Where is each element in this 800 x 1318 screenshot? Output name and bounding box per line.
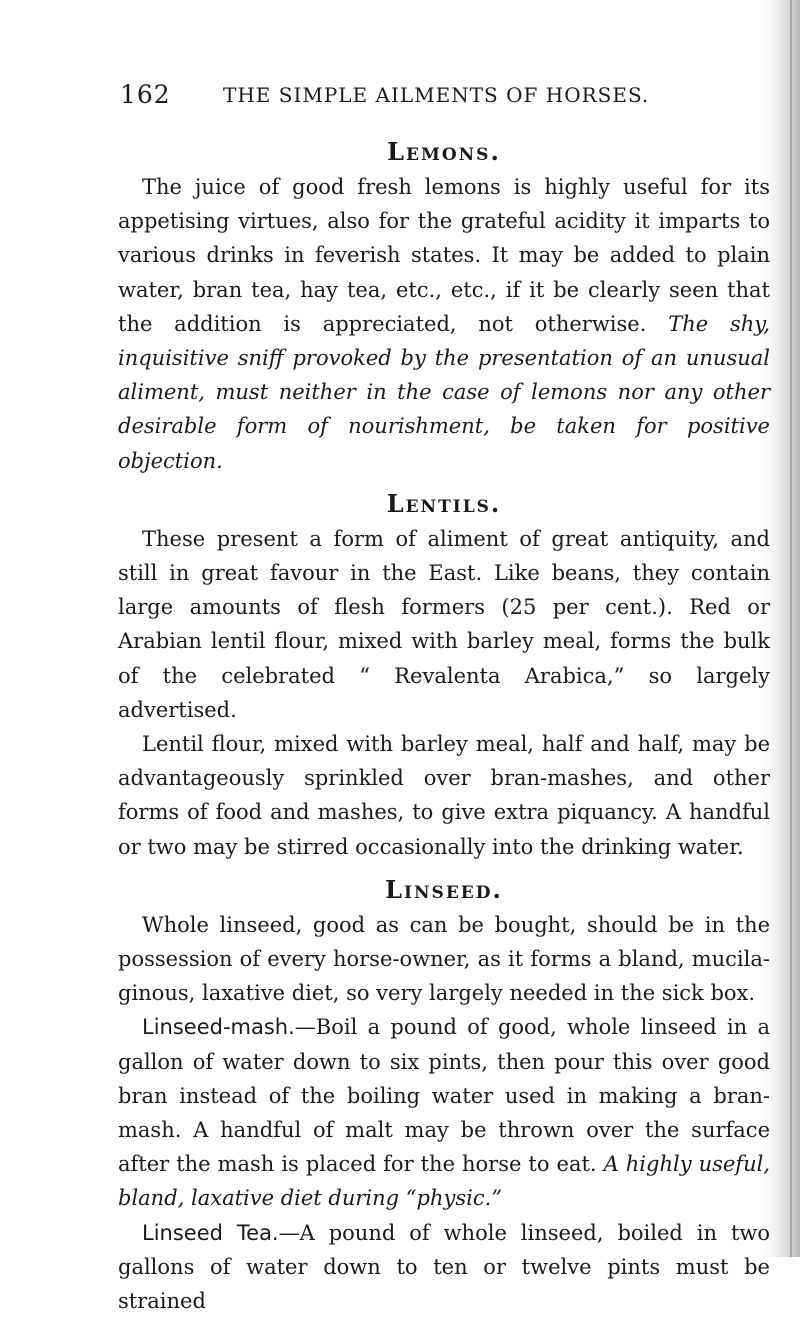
paragraph-linseed-mash: [118, 1010, 770, 1215]
paragraph-lentils-2: Lentil flour, mixed with barley meal, half and half, may be advantageously sprinkled over bran-mashes, and other forms of food and mashes, to give extra piquancy. A handful or two may be stirred occasionally into the drinking water.: [118, 732, 770, 859]
section-heading-linseed: Linseed.: [385, 874, 503, 904]
page-edge-line: [790, 0, 792, 1257]
paragraph-linseed-mash-text: —Boil a pound of good, whole linseed in a gallon of water down to six pints, then pour this over good bran instead of the boiling water used in making a bran-mash. A handful of malt may be thrown over the surface after the mash is placed for the horse to eat.: [118, 1015, 770, 1177]
paragraph-linseed-mash-italic: A highly useful, bland, laxative diet during “physic.”: [118, 1152, 770, 1211]
paragraph-linseed-tea-text: —A pound of whole linseed, boiled in two gallons of water down to ten or twelve pints must be strained: [118, 1220, 770, 1314]
page-number: 162: [120, 80, 171, 109]
running-head: [120, 80, 760, 110]
section-heading-lemons: Lemons.: [387, 137, 501, 166]
page-body: [118, 134, 770, 1318]
subheading-linseed-tea: Linseed Tea.: [142, 1220, 279, 1245]
paragraph-lemons-text: The juice of good fresh lemons is highly useful for its appetising virtues, also for the grateful acidity it imparts to various drinks in feverish states. It may be added to plain water, bran tea, hay tea, etc., etc., if it be clearly seen that the addition is appreciated, not otherwise.: [118, 175, 770, 336]
paragraph-lemons-italic: The shy, inquisitive sniff provoked by the presentation of an unusual aliment, must neither in the case of lemons nor any other desirable form of nourishment, be taken for positive objection.: [118, 311, 771, 473]
subheading-linseed-mash: Linseed-mash.: [142, 1015, 295, 1040]
running-title: THE SIMPLE AILMENTS OF HORSES.: [223, 83, 650, 107]
section-heading-lentils: Lentils.: [386, 488, 502, 518]
paragraph-linseed-1: Whole linseed, good as can be bought, should be in the possession of every horse-owner, as it forms a bland, mucilaginous, laxative diet, so very largely needed in the sick box.: [118, 912, 770, 1006]
paragraph-linseed-tea: [118, 1216, 770, 1318]
paragraph-lemons: [118, 170, 770, 478]
paragraph-lentils-1: These present a form of aliment of great antiquity, and still in great favour in the East. Like beans, they contain large amounts of flesh formers (25 per cent.). Red or Arabian lentil flour, mixed with barley meal, forms the bulk of the celebrated “ Revalenta Arabica,” so largely advertised.: [118, 526, 770, 722]
